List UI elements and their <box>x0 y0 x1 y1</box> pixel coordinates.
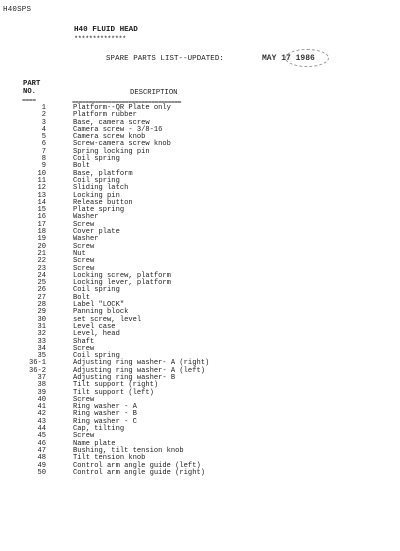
part-number: 1 <box>41 104 46 112</box>
part-number: 3 <box>41 118 46 127</box>
part-number: 42 <box>37 410 46 419</box>
table-row <box>0 295 400 302</box>
part-description: Base, camera screw <box>73 118 150 127</box>
part-number: 10 <box>37 169 46 178</box>
table-row <box>0 200 400 207</box>
part-description: Sliding latch <box>73 184 129 193</box>
part-description: Screw <box>73 220 95 229</box>
column-header-no: NO. <box>23 88 36 96</box>
part-number: 47 <box>37 446 46 455</box>
part-number: 20 <box>37 242 46 251</box>
table-row <box>0 419 400 426</box>
part-number: 12 <box>37 184 46 193</box>
part-description: Washer <box>73 235 99 244</box>
table-row <box>0 207 400 214</box>
table-row <box>0 185 400 192</box>
table-row <box>0 214 400 221</box>
part-number: 18 <box>37 228 46 237</box>
table-row <box>0 178 400 185</box>
table-row <box>0 368 400 375</box>
table-row <box>0 156 400 163</box>
part-number: 25 <box>37 279 46 288</box>
part-number: 48 <box>37 454 46 463</box>
part-description: Screw <box>73 344 95 353</box>
part-description: Screw-camera screw knob <box>73 140 171 149</box>
document-subtitle: SPARE PARTS LIST--UPDATED: <box>106 55 224 63</box>
part-number: 30 <box>37 315 46 324</box>
part-description: Camera screw knob <box>73 133 146 142</box>
part-description: Screw <box>73 264 95 273</box>
table-row <box>0 287 400 294</box>
part-number: 14 <box>37 198 46 207</box>
part-description: Control arm angle guide (left) <box>73 461 201 470</box>
table-row <box>0 411 400 418</box>
part-description: Screw <box>73 395 95 404</box>
part-number: 13 <box>37 191 46 200</box>
part-number: 40 <box>37 395 46 404</box>
part-number: 4 <box>41 125 46 134</box>
part-number: 38 <box>37 381 46 390</box>
part-description: Level case <box>73 322 116 331</box>
part-number: 29 <box>37 308 46 317</box>
table-row <box>0 120 400 127</box>
part-description: Locking pin <box>73 191 120 200</box>
part-description: Level, head <box>73 330 120 339</box>
part-description: Nut <box>73 249 86 258</box>
table-row <box>0 302 400 309</box>
part-description: Screw <box>73 242 95 251</box>
part-number: 49 <box>37 461 46 470</box>
part-number: 6 <box>41 140 46 149</box>
column-header-description: DESCRIPTION <box>130 89 178 97</box>
table-row <box>0 222 400 229</box>
part-description: Bolt <box>73 162 91 171</box>
document-code: H40SPS <box>3 6 32 14</box>
part-number: 5 <box>41 133 46 142</box>
table-row <box>0 390 400 397</box>
part-description: Control arm angle guide (right) <box>73 468 205 477</box>
table-row <box>0 309 400 316</box>
table-row <box>0 339 400 346</box>
part-number: 35 <box>37 352 46 361</box>
part-number: 2 <box>41 111 46 120</box>
part-description: set screw, level <box>73 315 142 324</box>
column-header-part: PART <box>23 80 41 88</box>
part-number: 36-1 <box>28 359 46 368</box>
part-number: 27 <box>37 293 46 302</box>
part-number: 24 <box>37 271 46 280</box>
part-description: Bushing, tilt tension knob <box>73 446 184 455</box>
part-number: 33 <box>37 337 46 346</box>
table-row <box>0 171 400 178</box>
table-row <box>0 382 400 389</box>
part-number: 15 <box>37 206 46 215</box>
column-underline-description: ================================= <box>72 99 181 106</box>
updated-date: MAY 17 1986 <box>262 54 315 63</box>
part-description: Platform rubber <box>73 111 137 120</box>
table-row <box>0 433 400 440</box>
part-description: Panning block <box>73 308 129 317</box>
table-row <box>0 193 400 200</box>
part-description: Name plate <box>73 439 116 448</box>
part-description: Label "LOCK" <box>73 301 125 310</box>
table-row <box>0 273 400 280</box>
part-description: Locking lever, platform <box>73 279 171 288</box>
part-number: 32 <box>37 330 46 339</box>
part-description: Coil spring <box>73 155 120 164</box>
column-underline-part: ==== <box>22 97 36 104</box>
part-number: 22 <box>37 257 46 266</box>
part-number: 19 <box>37 235 46 244</box>
part-description: Washer <box>73 213 99 222</box>
part-description: Tilt support (left) <box>73 388 154 397</box>
table-row <box>0 141 400 148</box>
part-number: 31 <box>37 322 46 331</box>
table-row <box>0 229 400 236</box>
part-description: Coil spring <box>73 352 120 361</box>
part-description: Coil spring <box>73 286 120 295</box>
table-row <box>0 441 400 448</box>
part-description: Base, platform <box>73 169 133 178</box>
table-row <box>0 470 400 477</box>
part-description: Ring washer - B <box>73 410 137 419</box>
part-description: Shaft <box>73 337 95 346</box>
part-description: Locking screw, platform <box>73 271 171 280</box>
part-description: Adjusting ring washer- A (right) <box>73 359 210 368</box>
table-row <box>0 280 400 287</box>
part-description: Tilt support (right) <box>73 381 159 390</box>
part-description: Ring washer - C <box>73 417 137 426</box>
part-number: 34 <box>37 344 46 353</box>
part-number: 23 <box>37 264 46 273</box>
table-row <box>0 404 400 411</box>
part-number: 8 <box>41 155 46 164</box>
part-number: 16 <box>37 213 46 222</box>
table-row <box>0 251 400 258</box>
part-number: 44 <box>37 425 46 434</box>
part-number: 39 <box>37 388 46 397</box>
table-row <box>0 127 400 134</box>
part-description: Screw <box>73 257 95 266</box>
title-underline: ************** <box>74 36 126 44</box>
part-description: Platform--QR Plate only <box>73 104 171 112</box>
table-row <box>0 236 400 243</box>
table-row <box>0 112 400 119</box>
part-number: 50 <box>37 468 46 477</box>
part-description: Ring washer - A <box>73 403 137 412</box>
table-row <box>0 448 400 455</box>
part-description: Release button <box>73 198 133 207</box>
part-description: Adjusting ring washer- B <box>73 373 176 382</box>
table-row <box>0 149 400 156</box>
part-number: 45 <box>37 432 46 441</box>
part-description: Spring locking pin <box>73 147 150 156</box>
part-description: Screw <box>73 432 95 441</box>
parts-list <box>0 105 400 477</box>
document-title: H40 FLUID HEAD <box>74 26 138 34</box>
part-description: Tilt tension knob <box>73 454 146 463</box>
part-number: 9 <box>41 162 46 171</box>
table-row <box>0 331 400 338</box>
part-description: Plate spring <box>73 206 125 215</box>
part-description: Coil spring <box>73 176 120 185</box>
table-row <box>0 244 400 251</box>
table-row <box>0 266 400 273</box>
part-number: 17 <box>37 220 46 229</box>
table-row <box>0 346 400 353</box>
part-number: 37 <box>37 373 46 382</box>
table-row <box>0 397 400 404</box>
part-number: 21 <box>37 249 46 258</box>
part-number: 41 <box>37 403 46 412</box>
table-row <box>0 258 400 265</box>
table-row <box>0 105 400 112</box>
part-description: Bolt <box>73 293 91 302</box>
table-row <box>0 426 400 433</box>
part-description: Adjusting ring washer- A (left) <box>73 366 205 375</box>
part-number: 46 <box>37 439 46 448</box>
table-row <box>0 134 400 141</box>
part-description: Cover plate <box>73 228 120 237</box>
part-number: 26 <box>37 286 46 295</box>
part-description: Camera screw - 3/8-16 <box>73 125 163 134</box>
part-description: Cap, tilting <box>73 425 125 434</box>
part-number: 36-2 <box>28 366 46 375</box>
table-row <box>0 375 400 382</box>
part-number: 11 <box>37 176 46 185</box>
part-number: 28 <box>37 301 46 310</box>
table-row <box>0 163 400 170</box>
table-row <box>0 317 400 324</box>
part-number: 43 <box>37 417 46 426</box>
table-row <box>0 324 400 331</box>
part-number: 7 <box>41 147 46 156</box>
